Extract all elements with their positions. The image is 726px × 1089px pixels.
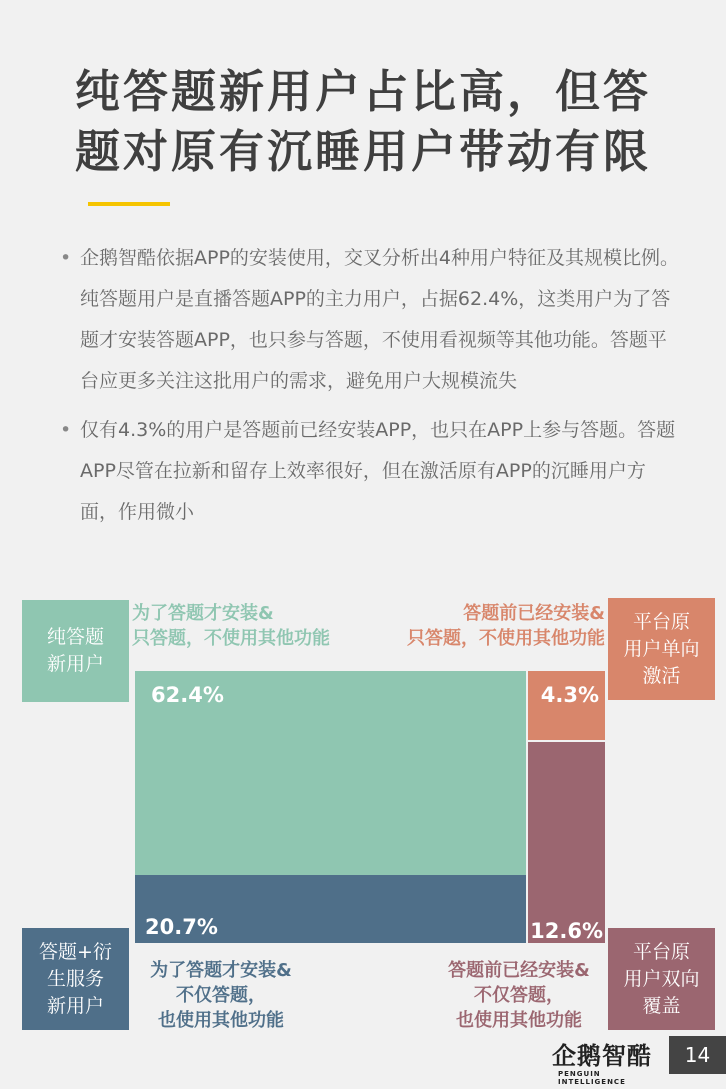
box-old-double-coverage: 平台原 用户双向 覆盖 [608,928,715,1030]
box-old-single-activation: 平台原 用户单向 激活 [608,598,715,700]
label-old-double: 12.6% [530,919,603,943]
logo [552,1036,656,1084]
bullet-item: • 仅有4.3%的用户是答题前已经安装APP，也只在APP上参与答题。答题APP尽管在拉新和留存上效率很好，但在激活原有APP的沉睡用户方面，作用微小 [60,410,680,533]
annotation-new-plus: 为了答题才安装& 不仅答题， 也使用其他功能 [150,960,292,1031]
annotation-old-double: 答题前已经安装& 不仅答题， 也使用其他功能 [448,960,590,1031]
logo-text: 企鹅智酷 [552,1042,652,1070]
title-underline [88,202,170,206]
title-line-2: 题对原有沉睡用户带动有限 [74,125,651,178]
bullet-list [60,238,680,541]
logo-subtitle: PENGUIN INTELLIGENCE [558,1070,626,1086]
title-line-1: 纯答题新用户占比高，但答 [74,65,651,118]
segment-old-double [528,742,605,943]
annotation-old-single: 答题前已经安装& 只答题，不使用其他功能 [407,603,605,649]
bullet-item: • 企鹅智酷依据APP的安装使用，交叉分析出4种用户特征及其规模比例。纯答题用户是直播答题APP的主力用户，占据62.4%，这类用户为了答题才安装答题APP，也只参与答题，不使用看视频等其他功能。答题平台应更多关注这批用户的需求，避免用户大规模流失 [60,238,680,402]
annotation-new-pure: 为了答题才安装& 只答题，不使用其他功能 [132,603,330,649]
label-new-plus: 20.7% [145,915,218,939]
page-number: 14 [669,1036,726,1074]
label-old-single: 4.3% [540,683,599,707]
box-new-plus-users: 答题+衍 生服务 新用户 [22,928,129,1030]
mosaic-chart [135,671,605,943]
label-new-pure: 62.4% [151,683,224,707]
page-title [0,62,726,182]
box-new-pure-users: 纯答题 新用户 [22,600,129,702]
